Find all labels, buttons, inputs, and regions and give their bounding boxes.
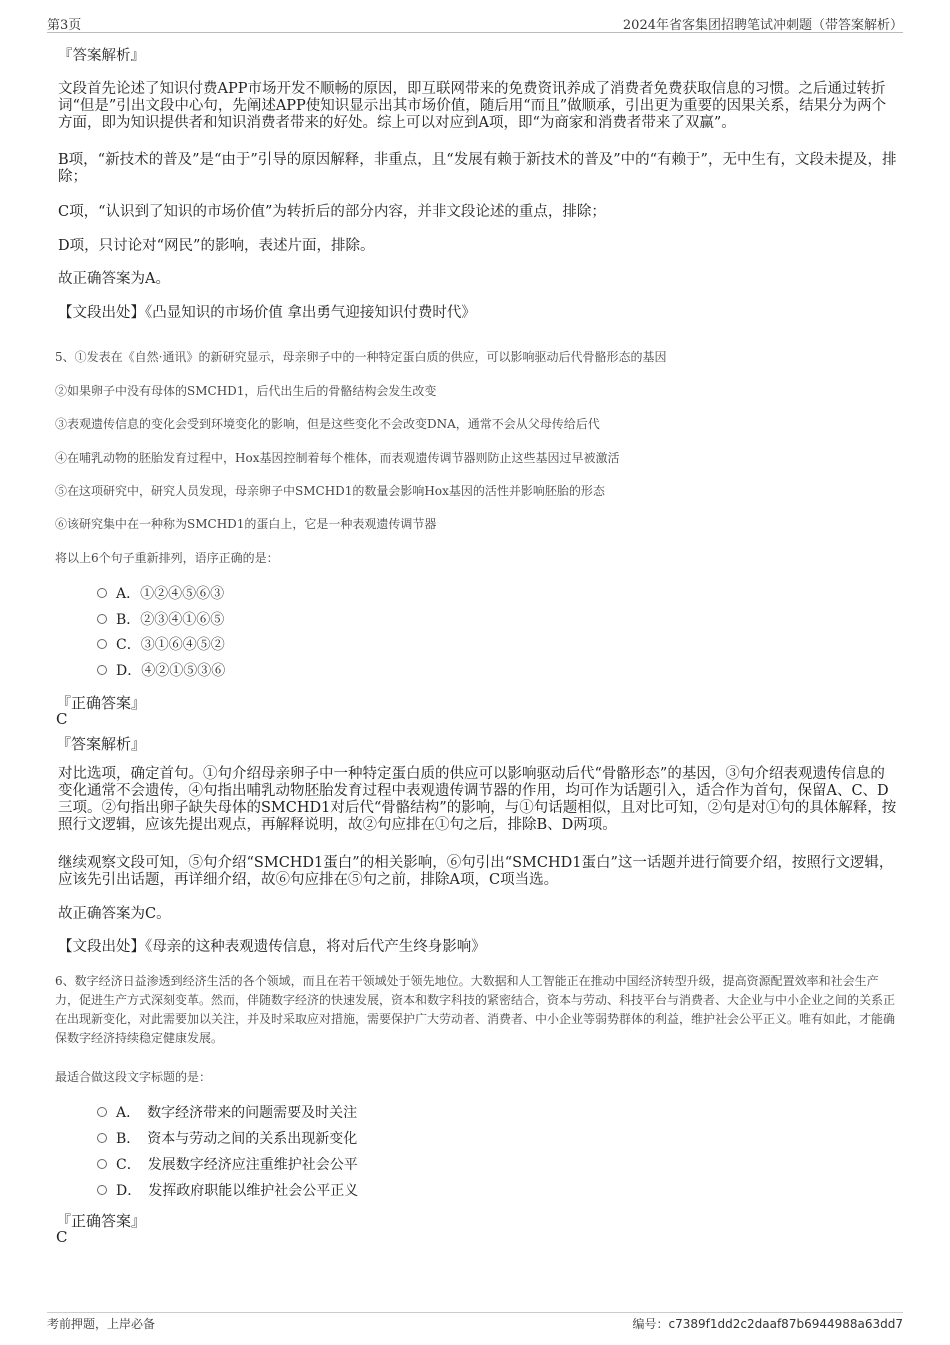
q5-prompt: 将以上6个句子重新排列，语序正确的是： bbox=[55, 551, 279, 565]
q5-analysis-para-1: 对比选项，确定首句。①句介绍母亲卵子中一种特定蛋白质的供应可以影响驱动后代“骨骼形态”的基因，③句介绍表观遗传信息的变化通常不会遗传，④句指出哺乳动物胚胎发育过程中表观遗传调节器的作用，均可作为话题引入，适合作为首句，保留A、C、D三项。②句指出卵子缺失母体的SMCHD1对后代“骨骼结构”的影响，与①句话题相似，且对比可知，②句是对①句的具体解释，按照行文逻辑，应该先提出观点，再解释说明，故②句应排在①句之后，排除B、D两项。 bbox=[58, 766, 897, 833]
footer-slogan: 考前押题，上岸必备 bbox=[47, 1317, 156, 1331]
radio-icon[interactable] bbox=[97, 614, 107, 624]
q5-line-4: ④在哺乳动物的胚胎发育过程中，Hox基因控制着每个椎体，而表观遗传调节器则防止这些基因过早被激活 bbox=[55, 451, 620, 465]
q6-answer-label: 『正确答案』 bbox=[56, 1212, 147, 1230]
q5-option-a[interactable]: A．①②④⑤⑥③ bbox=[97, 585, 224, 603]
q5-line-5: ⑤在这项研究中，研究人员发现，母亲卵子中SMCHD1的数量会影响Hox基因的活性并影响胚胎的形态 bbox=[55, 484, 605, 498]
radio-icon[interactable] bbox=[97, 588, 107, 598]
q5-analysis-para-2: 继续观察文段可知，⑤句介绍“SMCHD1蛋白”的相关影响，⑥句引出“SMCHD1蛋白”这一话题并进行简要介绍，按照行文逻辑，应该先引出话题，再详细介绍，故⑥句应排在⑤句之前，排除A项，C项当选。 bbox=[58, 855, 894, 888]
q4-analysis-para-2: B项，“新技术的普及”是“由于”引导的原因解释，非重点，且“发展有赖于新技术的普及”中的“有赖于”，无中生有，文段未提及，排除； bbox=[58, 152, 897, 185]
footer-code-value: c7389f1dd2c2daaf87b6944988a63dd7 bbox=[668, 1317, 903, 1331]
q4-analysis-label: 『答案解析』 bbox=[58, 48, 145, 64]
q5-line-1: 5、①发表在《自然·通讯》的新研究显示，母亲卵子中的一种特定蛋白质的供应，可以影响驱动后代骨骼形态的基因 bbox=[55, 350, 667, 364]
q5-option-c[interactable]: C．③①⑥④⑤② bbox=[97, 636, 225, 654]
page-number: 第3页 bbox=[47, 18, 82, 33]
q6-stem: 6、数字经济日益渗透到经济生活的各个领域，而且在若干领域处于领先地位。大数据和人工智能正在推动中国经济转型升级，提高资源配置效率和社会生产力，促进生产方式深刻变革。然而，伴随数字经济的快速发展，资本和数字科技的紧密结合，资本与劳动、科技平台与消费者、大企业与中小企业之间的关系正在出现新变化，对此需要加以关注，并及时采取应对措施，需要保护广大劳动者、消费者、中小企业等弱势群体的利益，维护社会公平正义。唯有如此，才能确保数字经济持续稳定健康发展。 bbox=[55, 974, 896, 1045]
radio-icon[interactable] bbox=[97, 665, 107, 675]
q6-prompt: 最适合做这段文字标题的是： bbox=[55, 1070, 212, 1084]
q5-line-3: ③表观遗传信息的变化会受到环境变化的影响，但是这些变化不会改变DNA，通常不会从父母传给后代 bbox=[55, 417, 600, 431]
q5-line-6: ⑥该研究集中在一种称为SMCHD1的蛋白上，它是一种表观遗传调节器 bbox=[55, 517, 437, 531]
radio-icon[interactable] bbox=[97, 1133, 107, 1143]
q4-source: 【文段出处】《凸显知识的市场价值 拿出勇气迎接知识付费时代》 bbox=[58, 305, 476, 321]
footer-code-label: 编号： bbox=[632, 1317, 669, 1331]
q4-analysis-para-4: D项，只讨论对“网民”的影响，表述片面，排除。 bbox=[58, 238, 375, 254]
q4-analysis-para-1: 文段首先论述了知识付费APP市场开发不顺畅的原因，即互联网带来的免费资讯养成了消费者免费获取信息的习惯。之后通过转折词“但是”引出文段中心句，先阐述APP使知识显示出其市场价值，随后用“而且”做顺承，引出更为重要的因果关系，结果分为两个方面，即为知识提供者和知识消费者带来的好处。综上可以对应到A项，即“为商家和消费者带来了双赢”。 bbox=[58, 81, 887, 131]
q6-option-c[interactable]: C． 发展数字经济应注重维护社会公平 bbox=[97, 1156, 358, 1174]
page-footer bbox=[47, 1312, 903, 1335]
radio-icon[interactable] bbox=[97, 1159, 107, 1169]
radio-icon[interactable] bbox=[97, 1185, 107, 1195]
document-title: 2024年省客集团招聘笔试冲刺题（带答案解析） bbox=[622, 18, 903, 33]
q5-analysis-conclusion: 故正确答案为C。 bbox=[58, 906, 171, 922]
q5-answer-label: 『正确答案』 bbox=[56, 694, 147, 712]
q4-analysis-conclusion: 故正确答案为A。 bbox=[58, 271, 170, 287]
q5-answer: C bbox=[56, 710, 68, 728]
q5-line-2: ②如果卵子中没有母体的SMCHD1，后代出生后的骨骼结构会发生改变 bbox=[55, 384, 437, 398]
q6-answer: C bbox=[56, 1228, 68, 1246]
q5-option-d[interactable]: D．④②①⑤③⑥ bbox=[97, 662, 225, 680]
q6-option-a[interactable]: A． 数字经济带来的问题需要及时关注 bbox=[97, 1104, 357, 1122]
footer-code bbox=[633, 1315, 903, 1332]
radio-icon[interactable] bbox=[97, 1107, 107, 1117]
q6-option-d[interactable]: D． 发挥政府职能以维护社会公平正义 bbox=[97, 1182, 358, 1200]
q5-source: 【文段出处】《母亲的这种表观遗传信息，将对后代产生终身影响》 bbox=[58, 939, 486, 955]
q5-analysis-label: 『答案解析』 bbox=[56, 735, 147, 753]
q4-analysis-para-3: C项，“认识到了知识的市场价值”为转折后的部分内容，并非文段论述的重点，排除； bbox=[58, 204, 606, 220]
page-header bbox=[47, 12, 903, 33]
q6-option-b[interactable]: B． 资本与劳动之间的关系出现新变化 bbox=[97, 1130, 357, 1148]
q5-option-b[interactable]: B．②③④①⑥⑤ bbox=[97, 611, 224, 629]
radio-icon[interactable] bbox=[97, 639, 107, 649]
